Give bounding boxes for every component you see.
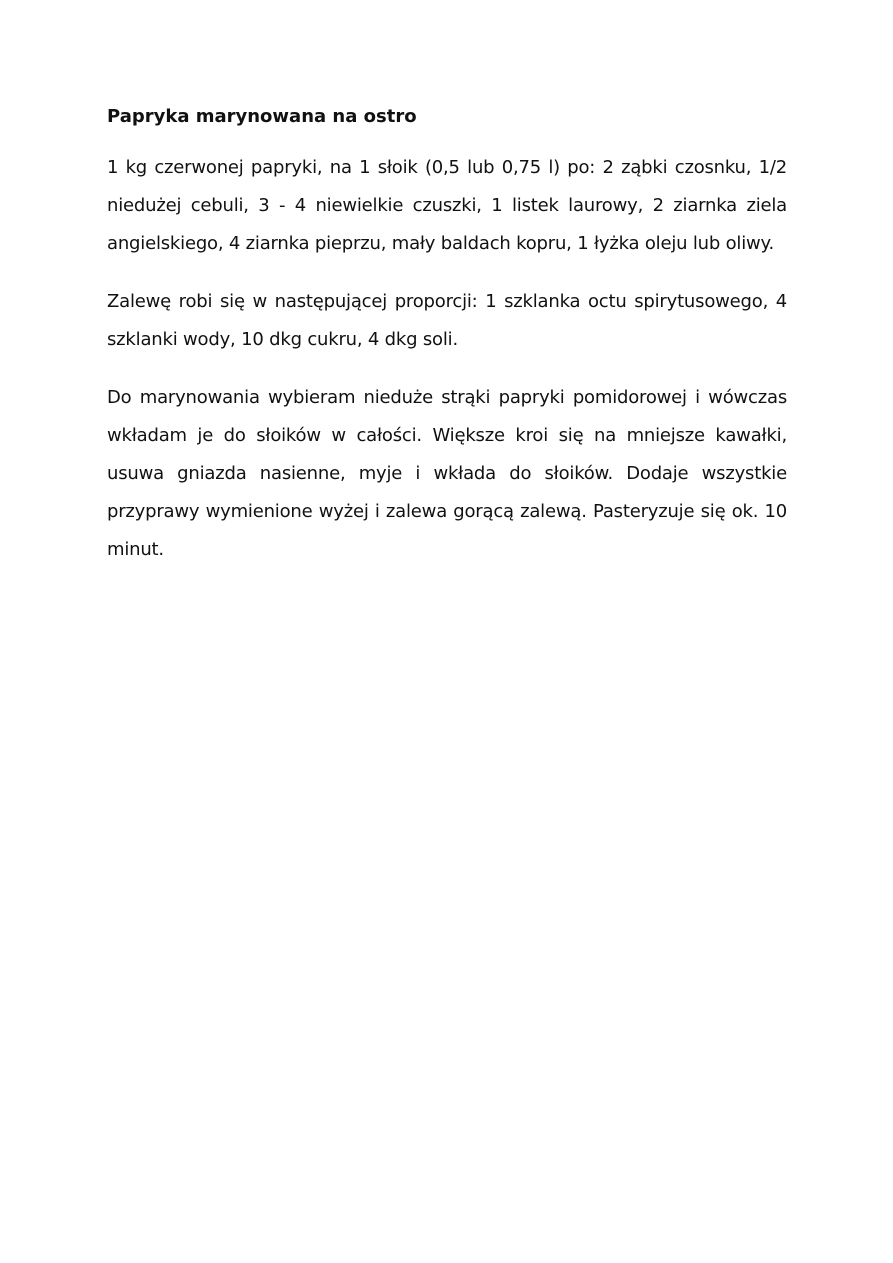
brine-paragraph: Zalewę robi się w następującej proporcji: 1 szklanka octu spirytusowego, 4 szklanki wody, 10 dkg cukru, 4 dkg soli. bbox=[107, 291, 787, 350]
ingredients-paragraph: 1 kg czerwonej papryki, na 1 słoik (0,5 lub 0,75 l) po: 2 ząbki czosnku, 1/2 niedużej cebuli, 3 - 4 niewielkie czuszki, 1 listek laurowy, 2 ziarnka ziela angielskiego, 4 ziarnka pieprzu, mały baldach kopru, 1 łyżka oleju lub oliwy. bbox=[107, 157, 787, 254]
document-content bbox=[107, 104, 787, 589]
instructions-paragraph: Do marynowania wybieram nieduże strąki papryki pomidorowej i wówczas wkładam je do słoików w całości. Większe kroi się na mniejsze kawałki, usuwa gniazda nasienne, myje i wkłada do słoików. Dodaje wszystkie przyprawy wymienione wyżej i zalewa gorącą zalewą. Pasteryzuje się ok. 10 minut. bbox=[107, 387, 787, 560]
recipe-title: Papryka marynowana na ostro bbox=[107, 106, 417, 127]
